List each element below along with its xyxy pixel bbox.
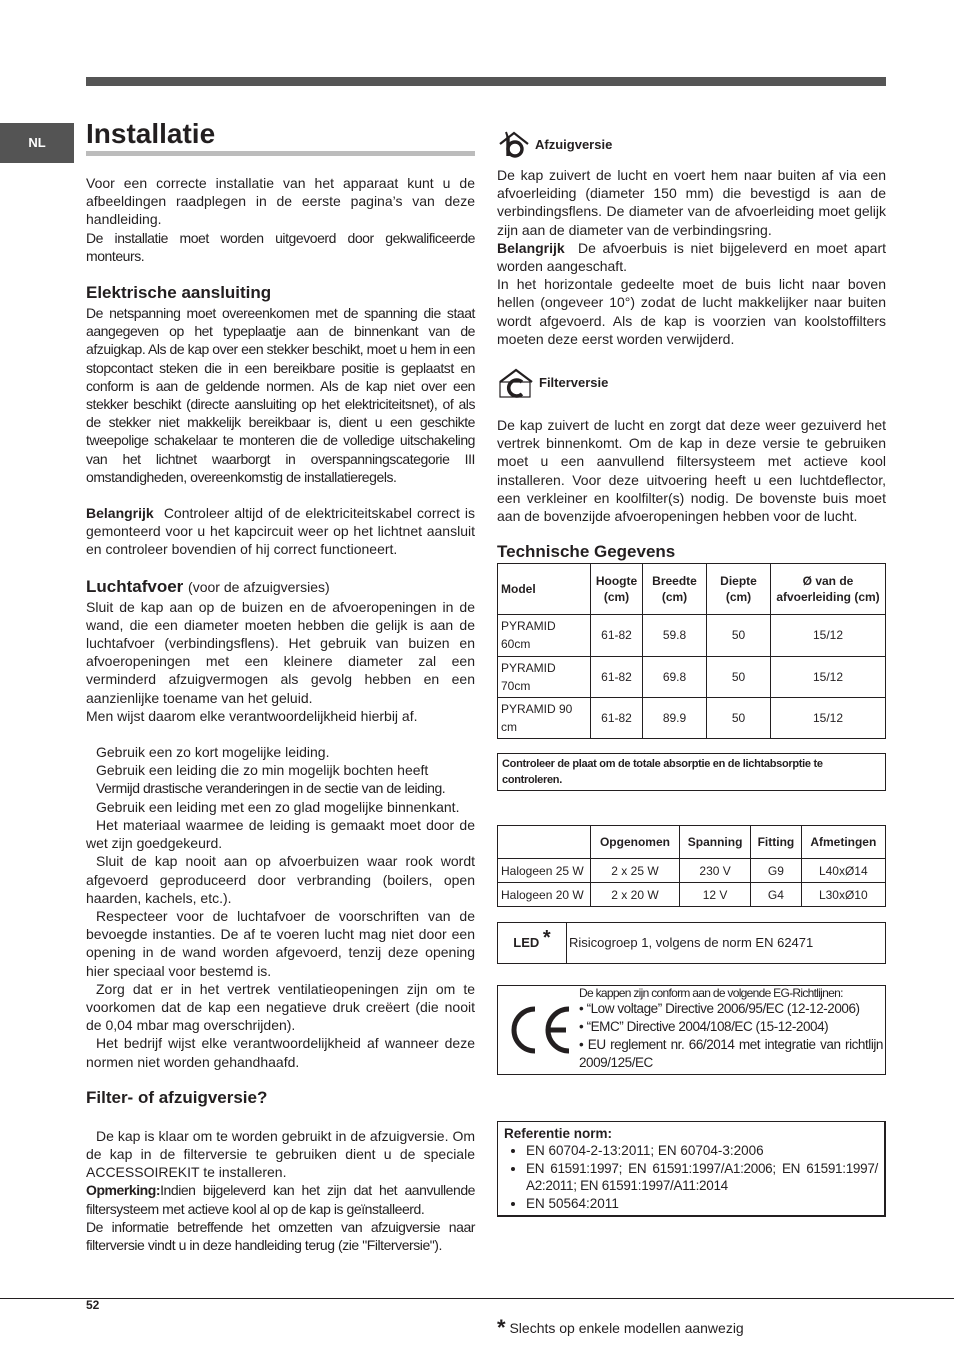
lucht-item: Gebruik een leiding die zo min mogelijk bochten heeft <box>96 762 429 779</box>
lamp-header: Opgenomen <box>591 826 680 859</box>
intro-text: Voor een correcte installatie van het apparaat kunt u de afbeeldingen raadplegen in de eerste pagina’s van deze handleiding. <box>86 175 475 228</box>
tech-cell: 69.8 <box>643 656 707 697</box>
filter-label: Filterversie <box>539 374 609 390</box>
lamp-header <box>498 826 591 859</box>
led-label: LED <box>513 935 540 951</box>
lamp-cell: L40xØ14 <box>801 859 885 883</box>
lamp-cell: 230 V <box>679 859 750 883</box>
elec-important-label: Belangrijk <box>86 505 154 522</box>
house-c-icon <box>497 367 535 399</box>
control-note: Controleer de plaat om de totale absorptie en de lichtabsorptie te controleren. <box>502 758 823 787</box>
top-bar <box>86 77 886 86</box>
page-number: 52 <box>86 1298 100 1312</box>
tech-cell: PYRAMID 70cm <box>498 656 591 697</box>
tech-cell: 61-82 <box>591 615 643 656</box>
lamp-cell: L30xØ10 <box>801 883 885 907</box>
lucht-p1: Sluit de kap aan op de buizen en de afvoeropeningen in de wand, die een diameter moeten hebben die gelijk is aan de luchtafvoer (verbindingsflens). Het gebruik van buizen en afvoeropeningen met een kleinere diameter zal een verminderd afzuigvermogen als gevolg hebben en een aanzienlijke toename van het geluid. <box>86 598 475 706</box>
house-b-icon <box>497 130 531 160</box>
lamp-cell: Halogeen 25 W <box>498 859 591 883</box>
elec-text: De netspanning moet overeenkomen met de spanning die staat aangegeven op het typeplaatje aan de binnenkant van de afzuigkap. Als de kap over een stekker beschikt, moet u hem in een stopcontact steken die in een bereikbare positie is geplaatst en conform is aan de geldende normen. Als de kap niet over een stekker beschikt (directe aansluiting op het elektriciteitsnet), of als de stekker niet makkelijk bereikbaar is, dient u een geschikte tweepolige schakelaar te monteren die de volledige uitschakeling van het lichtnet waarborgt in overspanningscategorie III omstandigheden, overeenkomstig de installatieregels. <box>86 305 475 485</box>
filter-label-row <box>497 366 886 400</box>
right-column <box>497 128 887 1341</box>
lamp-table <box>497 825 886 907</box>
led-label-cell <box>498 923 567 963</box>
afzuig-p1: De kap zuivert de lucht en voert hem naar buiten af via een afvoerleiding (diameter 150 mm) die bevestigd is aan de verbindingsflens. De diameter van de afvoerleiding moet gelijk zijn aan de diameter van de verbindingsring. <box>497 167 886 238</box>
tech-header: Hoogte (cm) <box>591 564 643 615</box>
filter-text <box>497 416 886 525</box>
tech-cell: 50 <box>707 656 771 697</box>
tech-cell: 15/12 <box>771 656 886 697</box>
lucht-item: Het bedrijf wijst elke verantwoordelijkheid af wanneer deze normen niet worden gehandhaafd. <box>86 1035 475 1070</box>
language-tab: NL <box>0 123 74 163</box>
afzuig-important-text: De afvoerbuis is niet bijgeleverd en moet apart worden aangeschaft. <box>497 239 887 275</box>
ce-line: De kappen zijn conform aan de volgende EG-Richtlijnen: <box>579 986 843 1001</box>
tech-header: Diepte (cm) <box>707 564 771 615</box>
filter-p3: De informatie betreffende het omzetten van afzuigversie naar filterversie vindt u in deze handleiding terug (zie "Filterversie"). <box>86 1218 475 1253</box>
ce-mark-icon <box>504 1004 574 1056</box>
tech-cell: 61-82 <box>591 698 643 739</box>
afzuig-important-label: Belangrijk <box>497 239 565 256</box>
lucht-item: Gebruik een leiding met een zo glad mogelijke binnenkant. <box>96 798 460 815</box>
bottom-rule <box>0 1298 954 1299</box>
lucht-p2: Men wijst daarom elke verantwoordelijkheid hierbij af. <box>86 707 418 724</box>
ref-heading: Referentie norm: <box>504 1126 613 1142</box>
elec-heading: Elektrische aansluiting <box>86 283 272 303</box>
intro-text-2: De installatie moet worden uitgevoerd door gekwalificeerde monteurs. <box>86 229 475 264</box>
filter-heading: Filter- of afzuigversie? <box>86 1087 268 1107</box>
ce-mark-cell <box>498 986 579 1074</box>
tech-cell: PYRAMID 90 cm <box>498 698 591 739</box>
filter-note-text: Indien bijgeleverd kan het zijn dat het aanvullende filtersysteem met actieve kool al op de kap is geïnstalleerd. <box>86 1182 475 1217</box>
ref-list <box>504 1142 878 1212</box>
afzuig-p3: In het horizontale gedeelte moet de buis licht naar boven hellen (ongeveer 10°) zodat de lucht makkelijker naar buiten wordt afgevoerd. Als de kap is voorzien van koolstoffilters moeten deze eerst worden verwijderd. <box>497 276 886 347</box>
tech-cell: 61-82 <box>591 656 643 697</box>
footnote-text: Slechts op enkele modellen aanwezig <box>509 1320 744 1337</box>
lucht-heading <box>86 576 475 598</box>
tech-header: Model <box>498 564 591 615</box>
ce-line: • EU reglement nr. 66/2014 met integratie van richtlijn 2009/125/EC <box>579 1037 883 1071</box>
lucht-item: Het materiaal waarmee de leiding is gemaakt moet door de wet zijn goedgekeurd. <box>86 816 475 852</box>
page-title: Installatie <box>86 117 475 156</box>
led-text: Risicogroep 1, volgens de norm EN 62471 <box>569 935 814 951</box>
lucht-heading-title: Luchtafvoer <box>86 576 184 596</box>
lucht-heading-sub: (voor de afzuigversies) <box>188 578 330 595</box>
lamp-cell: 2 x 25 W <box>591 859 680 883</box>
tech-cell: 15/12 <box>771 698 886 739</box>
filter-text-body: De kap zuivert de lucht en zorgt dat deze weer gezuiverd het vertrek binnenkomt. Om de kap in deze versie te gebruiken moet u een aanvullend filtersysteem met actieve kool installeren. Voor deze uitvoering heeft u een luchtdeflector, een verkleiner en koolfilter(s) nodig. De bovenste buis moet aan de bovenzijde afvoeropeningen hebben voor de lucht. <box>497 417 886 525</box>
elec-important-text: Controleer altijd of de elektriciteitskabel correct is gemonteerd voor u het kapcircuit weer op het lichtnet aansluit en controleer bovendien of hij correct functioneert. <box>86 505 476 558</box>
afzuig-important <box>497 239 886 275</box>
lamp-cell: G4 <box>751 883 801 907</box>
lamp-cell: 2 x 20 W <box>591 883 680 907</box>
filter-note <box>86 1181 475 1217</box>
filter-p1: De kap is klaar om te worden gebruikt in de afzuigversie. Om de kap in de filterversie te gebruiken dient u de speciale ACCESSOIREKIT te installeren. <box>86 1127 475 1181</box>
footnote <box>497 1315 886 1341</box>
lamp-header: Spanning <box>679 826 750 859</box>
ref-item: • EN 61591:1997; EN 61591:1997/A1:2006; EN 61591:1997/ A2:2011; EN 61591:1997/A11:2014 <box>526 1160 878 1195</box>
afzuig-label-row <box>497 128 886 162</box>
control-note-box <box>497 753 886 791</box>
tech-cell: 50 <box>707 698 771 739</box>
ce-line: • “Low voltage” Directive 2006/95/EC (12-12-2006) <box>579 1001 860 1017</box>
led-star: * <box>542 927 551 950</box>
lucht-item: Respecteer voor de luchtafvoer de voorschriften van de bevoegde instanties. De af te voeren lucht mag niet door een opening in de wand worden afgevoerd, tenzij deze opening hier speciaal voor bestemd is. <box>86 907 475 979</box>
led-box <box>497 922 886 964</box>
ce-line: • “EMC” Directive 2004/108/EC (15-12-2004) <box>579 1019 829 1035</box>
lamp-cell: G9 <box>751 859 801 883</box>
ce-text <box>579 986 885 1074</box>
lucht-item: Sluit de kap nooit aan op afvoerbuizen waar rook wordt afgevoerd geproduceerd door verbranding (boilers, open haarden, kachels, etc.). <box>86 853 475 906</box>
tech-cell: 15/12 <box>771 615 886 656</box>
ref-item: • EN 60704-2-13:2011; EN 60704-3:2006 <box>526 1142 878 1159</box>
tech-table <box>497 563 886 739</box>
filter-note-label: Opmerking: <box>86 1182 161 1199</box>
lucht-item: Vermijd drastische veranderingen in de sectie van de leiding. <box>96 780 446 797</box>
left-column <box>86 117 475 1254</box>
tech-heading: Technische Gegevens <box>497 542 676 562</box>
elec-important <box>86 504 475 559</box>
lucht-item: Zorg dat er in het vertrek ventilatieopeningen zijn om te voorkomen dat de kap een negatieve druk creëert (die nooit de 0,04 mbar mag overschrijden). <box>86 980 475 1034</box>
lamp-cell: 12 V <box>679 883 750 907</box>
lucht-item: Gebruik een zo kort mogelijke leiding. <box>96 744 330 761</box>
footnote-star: * <box>497 1315 506 1341</box>
tech-header: Ø van de afvoerleiding (cm) <box>771 564 886 615</box>
afzuig-label: Afzuigversie <box>535 136 613 152</box>
tech-cell: PYRAMID 60cm <box>498 615 591 656</box>
tech-cell: 89.9 <box>643 698 707 739</box>
lamp-header: Afmetingen <box>801 826 885 859</box>
ce-box <box>497 985 886 1075</box>
ref-item: • EN 50564:2011 <box>526 1195 878 1212</box>
lamp-cell: Halogeen 20 W <box>498 883 591 907</box>
lamp-header: Fitting <box>751 826 801 859</box>
tech-cell: 50 <box>707 615 771 656</box>
tech-cell: 59.8 <box>643 615 707 656</box>
tech-header: Breedte (cm) <box>643 564 707 615</box>
ref-box <box>497 1121 886 1217</box>
